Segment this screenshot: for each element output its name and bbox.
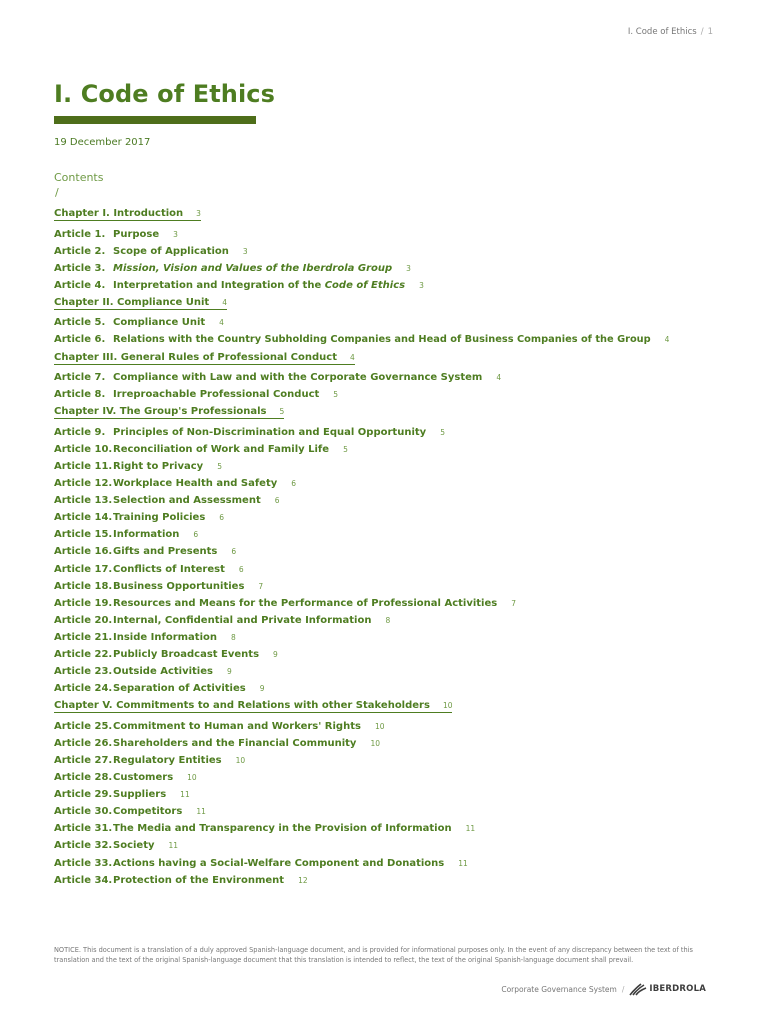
toc-article-16[interactable] — [54, 546, 724, 563]
toc-chapter-4[interactable] — [54, 406, 724, 427]
toc-page-number: 3 — [419, 280, 424, 290]
toc-article-29[interactable] — [54, 789, 724, 806]
toc-page-number: 11 — [458, 858, 468, 868]
toc-chapter-3[interactable] — [54, 352, 724, 373]
toc-article-number[interactable]: Article 21. — [54, 631, 113, 643]
toc-article-title[interactable]: Suppliers — [113, 789, 167, 801]
title-underline-bar — [54, 116, 256, 124]
toc-page-number: 3 — [196, 209, 201, 218]
toc-article-8[interactable] — [54, 389, 724, 406]
toc-article-number[interactable]: Article 30. — [54, 806, 113, 818]
brand-logo-text: IBERDROLA — [649, 984, 706, 994]
toc-chapter-label[interactable]: Chapter I. Introduction — [54, 208, 184, 219]
toc-article-title[interactable]: Society — [113, 840, 155, 852]
translation-notice: NOTICE. This document is a translation of a duly approved Spanish-language document, and is provided for informational purposes only. In the event of any discrepancy between the text of this translation and the text of the original Spanish-language document that this translation is intended to reflect, the text of the original Spanish-language document shall prevail. — [54, 946, 693, 964]
toc-article-title[interactable]: Actions having a Social-Welfare Component and Donations — [113, 857, 445, 869]
toc-article-title[interactable]: Reconciliation of Work and Family Life — [113, 443, 330, 455]
contents-heading: Contents — [54, 171, 104, 184]
toc-article-23[interactable] — [54, 666, 724, 683]
toc-page-number: 6 — [219, 513, 225, 523]
toc-article-title[interactable]: Scope of Application — [113, 245, 229, 257]
toc-article-number[interactable]: Article 20. — [54, 614, 113, 626]
toc-page-number: 11 — [465, 824, 476, 834]
iberdrola-tree-icon — [629, 982, 647, 996]
toc-chapter-1[interactable] — [54, 208, 724, 229]
toc-page-number: 6 — [291, 479, 297, 489]
toc-article-title[interactable]: Shareholders and the Financial Community — [113, 737, 357, 749]
toc-page-number: 10 — [442, 701, 453, 711]
toc-article-number[interactable]: Article 12. — [54, 478, 113, 490]
document-date: 19 December 2017 — [54, 137, 151, 148]
toc-page-number: 11 — [196, 807, 206, 817]
toc-article-number[interactable]: Article 28. — [54, 772, 113, 784]
toc-page-number: 4 — [496, 373, 502, 383]
toc-article-number[interactable]: Article 2. — [54, 245, 106, 257]
toc-article-title[interactable]: The Media and Transparency in the Provision of Information — [113, 823, 452, 835]
toc-article-32[interactable] — [54, 840, 724, 857]
contents-slash: / — [55, 186, 59, 199]
toc-article-10[interactable] — [54, 444, 724, 461]
page-footer — [501, 982, 706, 996]
toc-article-title[interactable]: Compliance with Law and with the Corporate Governance System — [113, 372, 483, 384]
toc-page-number: 12 — [298, 875, 308, 885]
toc-article-31[interactable] — [54, 823, 724, 840]
footer-label: Corporate Governance System — [501, 984, 617, 994]
toc-article-24[interactable] — [54, 683, 724, 700]
toc-article-number[interactable]: Article 3. — [54, 262, 106, 274]
toc-chapter-label[interactable]: Chapter III. General Rules of Professional Conduct — [54, 351, 337, 363]
toc-page-number: 4 — [349, 352, 355, 362]
toc-article-title-italic[interactable]: Code of Ethics — [324, 279, 406, 291]
toc-article-title[interactable]: Publicly Broadcast Events — [113, 648, 260, 660]
toc-article-title[interactable] — [113, 263, 392, 274]
toc-article-title[interactable]: Resources and Means for the Performance of Professional Activities — [113, 597, 498, 609]
toc-article-17[interactable] — [54, 564, 724, 581]
toc-page-number: 9 — [273, 649, 278, 659]
toc-article-number[interactable]: Article 19. — [54, 597, 113, 609]
toc-chapter-label[interactable]: Chapter V. Commitments to and Relations with other Stakeholders — [54, 700, 430, 712]
toc-article-title[interactable]: Separation of Activities — [113, 683, 246, 695]
toc-page-number: 10 — [187, 773, 197, 783]
toc-article-title[interactable]: Irreproachable Professional Conduct — [113, 389, 320, 401]
toc-page-number: 5 — [217, 461, 222, 471]
toc-article-22[interactable] — [54, 649, 724, 666]
toc-page-number: 11 — [180, 790, 190, 800]
toc-article-number[interactable]: Article 27. — [54, 754, 113, 766]
toc-article-4[interactable] — [54, 280, 724, 297]
toc-article-12[interactable] — [54, 478, 724, 495]
toc-article-title[interactable]: Regulatory Entities — [113, 754, 222, 766]
toc-article-1[interactable] — [54, 229, 724, 246]
toc-article-34[interactable] — [54, 875, 724, 892]
toc-article-number[interactable]: Article 18. — [54, 580, 113, 592]
toc-article-number[interactable]: Article 23. — [54, 666, 113, 678]
toc-page-number: 5 — [343, 444, 348, 454]
toc-article-number[interactable]: Article 15. — [54, 529, 113, 541]
table-of-contents — [54, 208, 724, 892]
toc-article-28[interactable] — [54, 772, 724, 789]
document-title: I. Code of Ethics — [54, 80, 275, 108]
toc-article-number[interactable]: Article 34. — [54, 874, 113, 886]
toc-article-title[interactable]: Business Opportunities — [113, 580, 245, 592]
toc-article-title[interactable]: Selection and Assessment — [113, 495, 261, 507]
toc-article-title-italic[interactable]: Mission, Vision and Values of the Iberdrola Group — [113, 262, 393, 274]
toc-page-number: 6 — [238, 564, 244, 574]
toc-article-number[interactable]: Article 24. — [54, 683, 113, 695]
toc-page-number: 9 — [259, 684, 265, 694]
toc-page-number: 5 — [279, 407, 285, 417]
toc-article-number[interactable]: Article 5. — [54, 317, 106, 329]
toc-article-title[interactable]: Principles of Non-Discrimination and Equal Opportunity — [113, 426, 427, 438]
toc-article-14[interactable] — [54, 512, 724, 529]
toc-article-6[interactable] — [54, 334, 724, 351]
toc-article-5[interactable] — [54, 317, 724, 334]
toc-article-number[interactable]: Article 26. — [54, 737, 113, 749]
toc-article-2[interactable] — [54, 246, 724, 263]
toc-article-number[interactable]: Article 4. — [54, 279, 106, 291]
toc-page-number: 4 — [219, 318, 224, 328]
toc-article-number[interactable]: Article 22. — [54, 648, 113, 660]
toc-article-18[interactable] — [54, 581, 724, 598]
toc-page-number: 6 — [231, 547, 237, 557]
toc-chapter-label[interactable]: Chapter IV. The Group's Professionals — [54, 406, 267, 418]
toc-page-number: 3 — [242, 246, 248, 256]
toc-article-25[interactable] — [54, 721, 724, 738]
toc-article-20[interactable] — [54, 615, 724, 632]
running-header-section: I. Code of Ethics — [627, 27, 697, 37]
toc-article-33[interactable] — [54, 858, 724, 875]
toc-page-number: 9 — [226, 667, 232, 677]
toc-page-number: 8 — [231, 632, 236, 642]
toc-chapter-2[interactable] — [54, 297, 724, 318]
toc-page-number: 4 — [222, 297, 227, 307]
toc-page-number: 7 — [511, 598, 516, 608]
toc-page-number: 6 — [274, 496, 280, 506]
toc-article-19[interactable] — [54, 598, 724, 615]
toc-page-number: 6 — [193, 530, 199, 540]
toc-article-title[interactable]: Inside Information — [113, 631, 217, 643]
toc-article-9[interactable] — [54, 427, 724, 444]
footer-separator: / — [621, 984, 625, 994]
toc-page-number: 10 — [370, 738, 380, 748]
toc-article-13[interactable] — [54, 495, 724, 512]
toc-article-title[interactable]: Training Policies — [113, 512, 206, 524]
toc-article-title[interactable]: Commitment to Human and Workers' Rights — [113, 720, 361, 732]
toc-article-title[interactable]: Protection of the Environment — [113, 874, 285, 886]
toc-page-number: 10 — [235, 755, 246, 765]
toc-article-title[interactable]: Competitors — [113, 806, 183, 818]
toc-article-number[interactable]: Article 13. — [54, 495, 113, 507]
toc-chapter-5[interactable] — [54, 700, 724, 721]
toc-page-number: 11 — [168, 841, 179, 851]
toc-chapter-label[interactable]: Chapter II. Compliance Unit — [54, 296, 210, 308]
toc-article-title[interactable]: Internal, Confidential and Private Information — [113, 614, 372, 626]
toc-page-number: 7 — [258, 581, 264, 591]
toc-page-number: 3 — [173, 229, 178, 239]
running-header-separator: / — [700, 27, 704, 37]
toc-article-27[interactable] — [54, 755, 724, 772]
toc-article-3[interactable] — [54, 263, 724, 280]
toc-article-title[interactable]: Compliance Unit — [113, 317, 206, 329]
toc-article-number[interactable]: Article 10. — [54, 443, 113, 455]
toc-page-number: 10 — [374, 721, 385, 731]
toc-article-number[interactable]: Article 29. — [54, 789, 113, 801]
toc-article-21[interactable] — [54, 632, 724, 649]
toc-article-number[interactable]: Article 7. — [54, 372, 106, 384]
toc-article-number[interactable]: Article 32. — [54, 840, 113, 852]
toc-article-title[interactable]: Conflicts of Interest — [113, 563, 225, 575]
toc-article-number[interactable]: Article 11. — [54, 460, 113, 472]
toc-article-number[interactable]: Article 25. — [54, 720, 113, 732]
toc-article-title[interactable]: Customers — [113, 772, 174, 784]
toc-article-number[interactable]: Article 8. — [54, 389, 106, 401]
toc-article-number[interactable]: Article 17. — [54, 563, 113, 575]
toc-article-title-prefix[interactable]: Interpretation and Integration of the — [113, 279, 325, 291]
toc-article-11[interactable] — [54, 461, 724, 478]
toc-article-title[interactable]: Information — [113, 529, 180, 541]
toc-article-title[interactable]: Right to Privacy — [113, 460, 204, 472]
toc-article-number[interactable]: Article 1. — [54, 228, 106, 240]
toc-article-number[interactable]: Article 31. — [54, 823, 113, 835]
toc-page-number: 3 — [406, 263, 411, 273]
toc-article-15[interactable] — [54, 529, 724, 546]
toc-article-title[interactable]: Relations with the Country Subholding Companies and Head of Business Companies of the Group — [113, 334, 651, 346]
running-header-page-number: 1 — [707, 27, 713, 37]
toc-article-number[interactable]: Article 16. — [54, 546, 113, 558]
toc-article-title[interactable]: Purpose — [113, 228, 160, 240]
toc-article-7[interactable] — [54, 372, 724, 389]
toc-article-30[interactable] — [54, 806, 724, 823]
toc-page-number: 5 — [440, 427, 445, 437]
toc-page-number: 5 — [333, 390, 339, 400]
toc-article-title[interactable] — [113, 280, 405, 291]
toc-article-number[interactable]: Article 6. — [54, 334, 106, 346]
toc-article-title[interactable]: Gifts and Presents — [113, 546, 218, 558]
toc-article-number[interactable]: Article 9. — [54, 426, 106, 438]
toc-article-26[interactable] — [54, 738, 724, 755]
toc-page-number: 4 — [664, 335, 670, 345]
toc-article-number[interactable]: Article 14. — [54, 512, 113, 524]
toc-article-title[interactable]: Workplace Health and Safety — [113, 478, 278, 490]
toc-article-number[interactable]: Article 33. — [54, 857, 113, 869]
toc-page-number: 8 — [385, 615, 391, 625]
toc-article-title[interactable]: Outside Activities — [113, 666, 213, 678]
running-header — [628, 27, 713, 37]
